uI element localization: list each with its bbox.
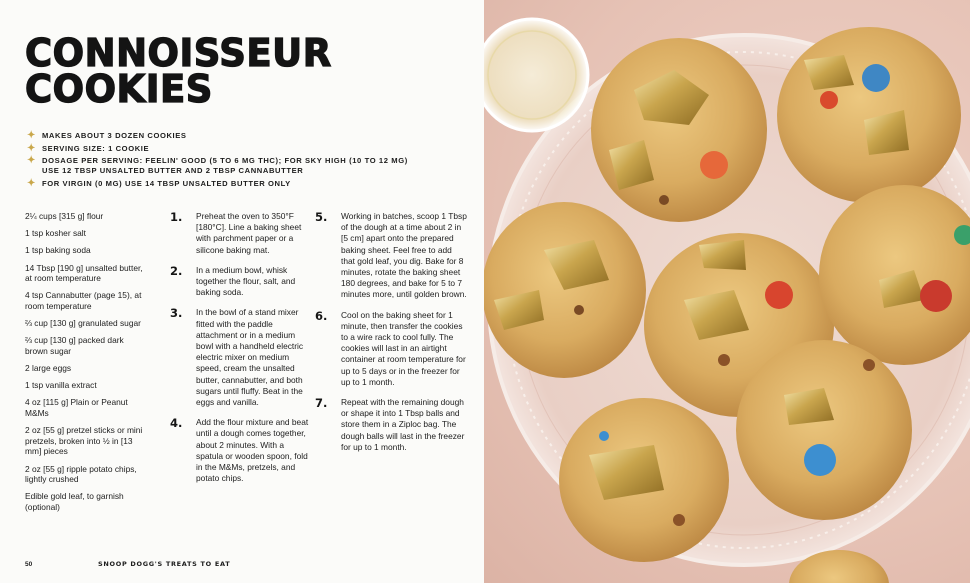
ingredient-item: 4 oz [115 g] Plain or Peanut M&Ms bbox=[25, 397, 128, 419]
method-step bbox=[315, 211, 467, 301]
step-number: 6. bbox=[315, 308, 328, 323]
cookie-photo bbox=[484, 0, 970, 583]
step-text: Cool on the baking sheet for 1 minute, then transfer the cookies to a wire rack to cool fully. The cookies will last in an airtight container at room temperature for up to 5 days or in the freezer for up to 1 month. bbox=[341, 309, 466, 387]
star-bullet-icon: ✦ bbox=[27, 155, 36, 167]
cookie bbox=[484, 202, 646, 378]
step-text: In a medium bowl, whisk together the flour, salt, and baking soda. bbox=[196, 264, 296, 298]
recipe-info-list bbox=[27, 131, 467, 191]
ingredient-item: 14 Tbsp [190 g] unsalted butter, at room temperature bbox=[25, 262, 143, 284]
star-bullet-icon: ✦ bbox=[27, 130, 36, 141]
ingredient-item: 1 tsp kosher salt bbox=[25, 228, 86, 239]
step-number: 2. bbox=[170, 263, 183, 278]
step-number: 4. bbox=[170, 416, 183, 431]
step-text: Preheat the oven to 350°F [180°C]. Line a baking sheet with parchment paper or a silicone baking mat. bbox=[196, 211, 302, 255]
method-step bbox=[170, 417, 310, 484]
serving-size-info: ✦ SERVING SIZE: 1 COOKIE bbox=[27, 142, 150, 154]
step-text: Add the flour mixture and beat until a dough comes together, about 2 minutes. With a spatula or wooden spoon, fold in the M&Ms, pretzels, and potato chips. bbox=[196, 417, 309, 484]
recipe-page bbox=[0, 0, 484, 583]
ingredient-item: 2 oz [55 g] ripple potato chips, lightly crushed bbox=[25, 463, 137, 485]
cookie bbox=[736, 340, 912, 520]
star-bullet-icon: ✦ bbox=[27, 177, 36, 189]
method-steps-column-1 bbox=[170, 211, 310, 493]
recipe-title-line2: COOKIES bbox=[25, 66, 213, 112]
method-step bbox=[170, 265, 310, 299]
cookie bbox=[591, 38, 767, 222]
step-number: 1. bbox=[170, 210, 183, 224]
ingredient-item: 1 tsp baking soda bbox=[25, 245, 91, 256]
step-number: 7. bbox=[315, 396, 328, 411]
ingredient-item: 4 tsp Cannabutter (page 15), at room temperature bbox=[25, 290, 142, 311]
step-number: 3. bbox=[170, 306, 183, 321]
cookie bbox=[777, 27, 961, 203]
ingredient-item: 2 oz [55 g] pretzel sticks or mini pretzels, broken into ½ in [13 mm] pieces bbox=[25, 425, 143, 457]
method-step bbox=[170, 211, 310, 256]
recipe-title bbox=[25, 30, 355, 112]
ingredient-item: ⅔ cup [130 g] granulated sugar bbox=[25, 318, 141, 329]
recipe-title-line1: CONNOISSEUR bbox=[25, 30, 332, 76]
ingredient-item: ⅔ cup [130 g] packed dark brown sugar bbox=[25, 335, 124, 356]
ingredient-item: 2¼ cups [315 g] flour bbox=[25, 211, 104, 221]
ingredient-item: 2 large eggs bbox=[25, 363, 72, 374]
method-step bbox=[315, 310, 467, 388]
method-steps-column-2 bbox=[315, 211, 467, 462]
method-step bbox=[315, 397, 467, 453]
cookie bbox=[559, 398, 729, 562]
cookie-photo-illustration bbox=[484, 0, 970, 583]
page-number: 50 bbox=[25, 561, 33, 568]
yield-info: ✦ MAKES ABOUT 3 DOZEN COOKIES bbox=[27, 130, 187, 141]
step-text: Working in batches, scoop 1 Tbsp of the dough at a time about 2 in [5 cm] apart onto the prepared baking sheet. Feel free to add that gold leaf, you dig. Bake for 8 minutes, rotate the baking sheet 180 degrees, and bake for 5 to 7 minutes more, until golden brown. bbox=[341, 211, 467, 300]
step-number: 5. bbox=[315, 210, 328, 224]
ingredient-item: Edible gold leaf, to garnish (optional) bbox=[25, 491, 124, 512]
step-text: In the bowl of a stand mixer fitted with the paddle attachment or in a medium bowl with a handheld electric electric mixer on medium speed, cream the unsalted butter, cannabutter, and both sugars until fluffy. Beat in the eggs and vanilla. bbox=[196, 307, 304, 408]
drink-glass bbox=[484, 19, 588, 131]
virgin-info: ✦ FOR VIRGIN (0 MG) USE 14 TBSP UNSALTED BUTTER ONLY bbox=[27, 177, 291, 189]
dosage-info: ✦ DOSAGE PER SERVING: FEELIN' GOOD (5 TO 6 MG THC); FOR SKY HIGH (10 TO 12 MG) USE 12 TBSP UNSALTED BUTTER AND 2 TBSP CANNABUTTER bbox=[27, 155, 408, 176]
step-text: Repeat with the remaining dough or shape it into 1 Tbsp balls and store them in a Ziploc bag. The dough balls will last in the freezer for up to 1 month. bbox=[341, 397, 465, 452]
ingredient-item: 1 tsp vanilla extract bbox=[25, 380, 97, 391]
ingredient-list bbox=[25, 211, 143, 519]
star-bullet-icon: ✦ bbox=[27, 142, 36, 154]
method-step bbox=[170, 307, 310, 408]
running-footer-book-title: SNOOP DOGG'S TREATS TO EAT bbox=[98, 560, 231, 568]
